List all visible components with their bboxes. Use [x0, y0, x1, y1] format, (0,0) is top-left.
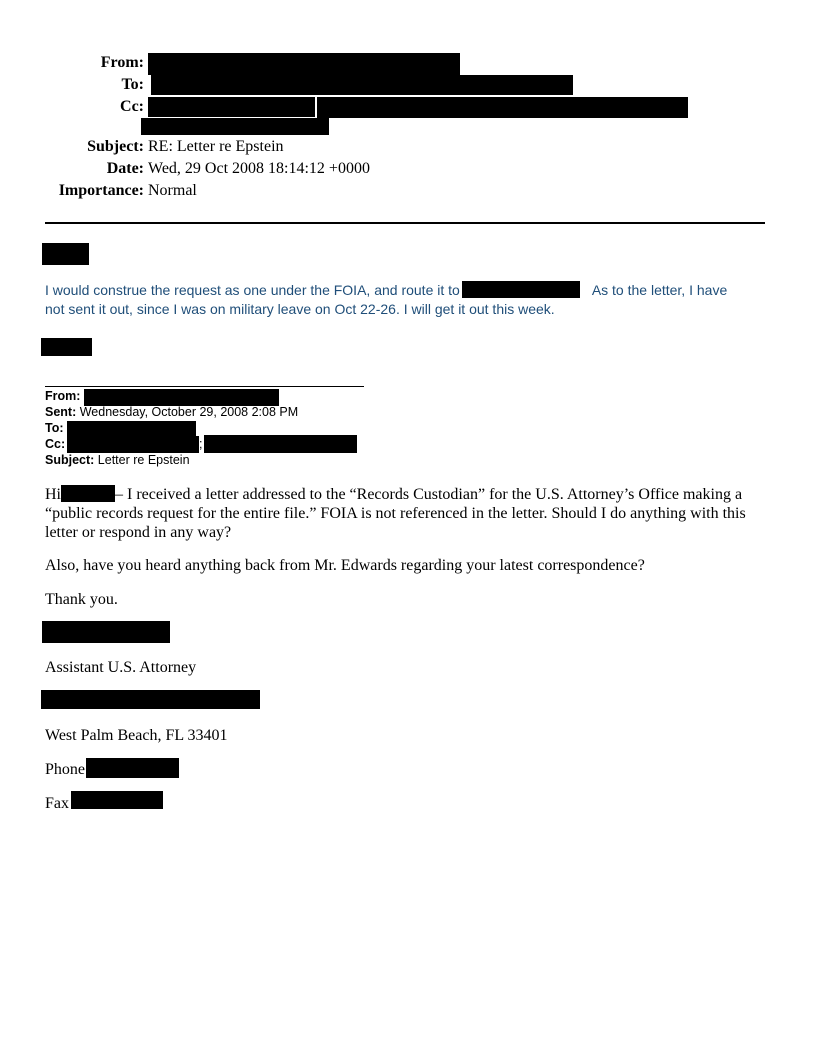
phone-label: Phone: [45, 761, 85, 778]
message-p3: Thank you.: [45, 591, 118, 608]
fwd-sent-label: Sent:: [45, 405, 77, 419]
fax-redaction: [71, 791, 163, 809]
fwd-from-redaction: [84, 389, 279, 406]
reply-body: [45, 281, 770, 319]
date-value: Wed, 29 Oct 2008 18:14:12 +0000: [148, 160, 370, 177]
reply-line1-a: I would construe the request as one under the FOIA, and route it to: [45, 282, 460, 298]
from-redaction: [148, 53, 460, 75]
fwd-subject-label: Subject:: [45, 453, 95, 467]
fwd-cc-redaction-1: [67, 436, 199, 453]
cc-redaction-3: [141, 118, 329, 135]
fwd-cc-redaction-2: [204, 435, 357, 453]
fax-label: Fax: [45, 795, 69, 812]
to-redaction: [151, 75, 573, 95]
fwd-sent-value: Wednesday, October 29, 2008 2:08 PM: [79, 405, 299, 419]
importance-label: Importance:: [58, 182, 144, 199]
header-divider: [45, 222, 765, 224]
greeting-name-redaction: [61, 485, 115, 502]
importance-value: Normal: [148, 182, 197, 199]
sender-city: West Palm Beach, FL 33401: [45, 727, 228, 744]
date-label: Date:: [106, 160, 144, 177]
cc-label: Cc:: [120, 98, 144, 115]
to-label: To:: [121, 76, 144, 93]
message-p1-line3: letter or respond in any way?: [45, 524, 232, 541]
message-p1-a: – I received a letter addressed to the “Records Custodian” for the U.S. Attorney’s Office making a: [115, 486, 743, 503]
cc-redaction-1: [148, 97, 315, 117]
signature-redaction: [41, 338, 92, 356]
reply-line1-b: As to the letter, I have: [591, 282, 728, 298]
fwd-to-label: To:: [45, 421, 64, 435]
fwd-cc-row: [45, 437, 65, 451]
sender-name-redaction: [42, 621, 170, 643]
message-p1-line1: [45, 485, 742, 504]
message-p1-line2: “public records request for the entire file.” FOIA is not referenced in the letter. Should I do anything with this: [45, 505, 746, 522]
sender-title: Assistant U.S. Attorney: [45, 659, 197, 676]
fwd-from-row: [45, 389, 80, 403]
fwd-subject-row: [45, 453, 190, 467]
fwd-sent-row: [45, 405, 298, 419]
greeting: Hi: [45, 486, 61, 503]
forward-divider: [45, 386, 364, 387]
route-redaction: [462, 281, 580, 298]
message-p2: Also, have you heard anything back from Mr. Edwards regarding your latest correspondence?: [45, 557, 645, 574]
fwd-to-row: [45, 421, 64, 435]
from-label: From:: [100, 54, 144, 71]
subject-value: RE: Letter re Epstein: [148, 138, 284, 155]
fwd-subject-value: Letter re Epstein: [97, 453, 190, 467]
fwd-from-label: From:: [45, 389, 81, 403]
salutation-redaction: [42, 243, 89, 265]
fwd-to-redaction: [67, 421, 196, 436]
fwd-cc-separator: ;: [199, 437, 203, 451]
cc-redaction-2: [317, 97, 688, 118]
address-redaction: [41, 690, 260, 709]
reply-line2: not sent it out, since I was on military leave on Oct 22-26. I will get it out this week.: [45, 301, 555, 317]
phone-redaction: [86, 758, 179, 778]
subject-label: Subject:: [87, 138, 144, 155]
fwd-cc-label: Cc:: [45, 437, 66, 451]
